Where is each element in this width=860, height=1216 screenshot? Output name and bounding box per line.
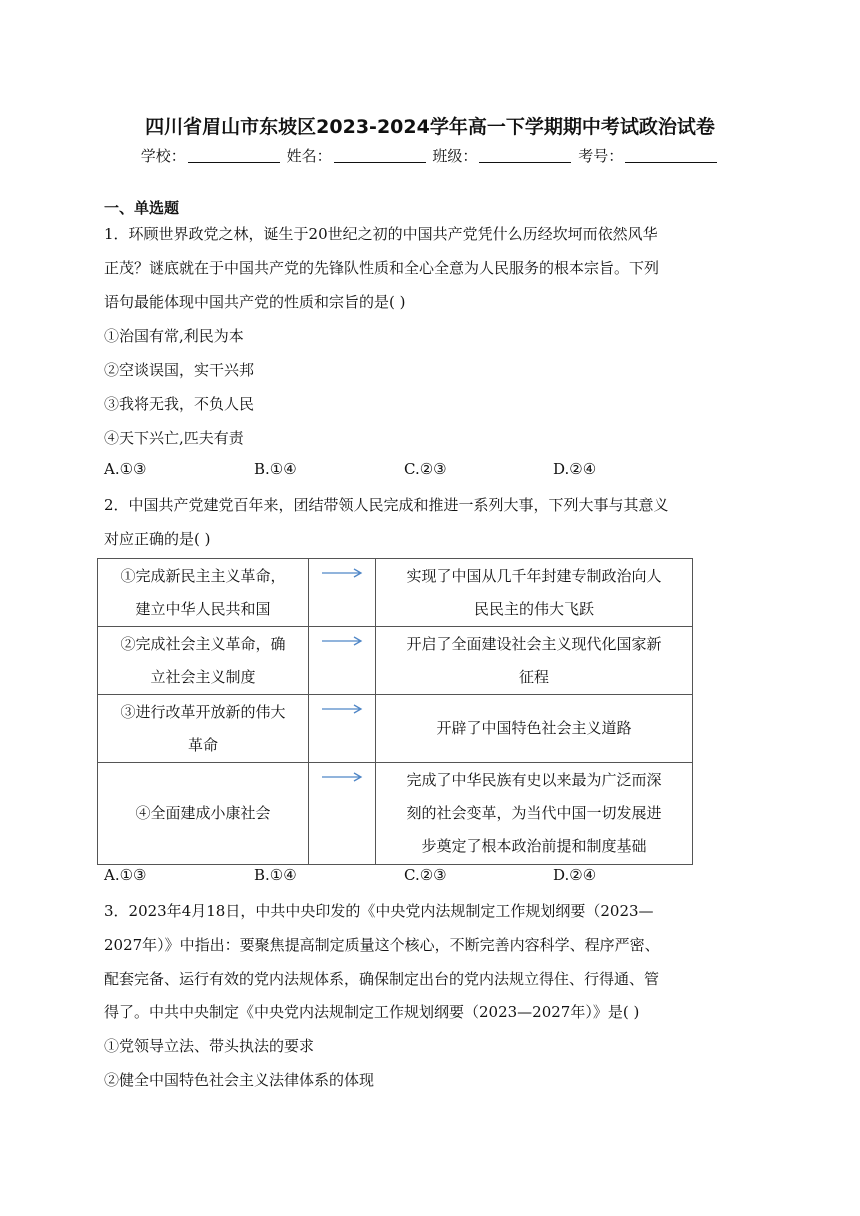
table-row <box>98 695 693 763</box>
student-info-line <box>0 145 860 166</box>
name-blank[interactable] <box>334 148 426 163</box>
class-label: 班级： <box>432 147 478 165</box>
q3-item: ①党领导立法、带头执法的要求 <box>104 1037 315 1055</box>
q1-choice-d[interactable]: D.②④ <box>553 460 597 478</box>
meaning-text: 征程 <box>518 667 549 686</box>
q2-choice-c[interactable]: C.②③ <box>404 866 447 884</box>
arrow-cell <box>309 763 376 865</box>
q3-stem-line: 配套完备、运行有效的党内法规体系，确保制定出台的党内法规立得住、行得通、管 <box>104 970 660 988</box>
arrow-cell <box>309 559 376 627</box>
events-table <box>97 558 693 865</box>
q2-stem-line: 对应正确的是( ) <box>104 530 211 548</box>
meaning-cell <box>376 627 693 695</box>
q1-choice-c[interactable]: C.②③ <box>404 460 447 478</box>
table-row <box>98 763 693 865</box>
event-text: 革命 <box>187 735 218 754</box>
arrow-cell <box>309 695 376 763</box>
right-arrow-icon <box>320 567 364 579</box>
event-text: ①完成新民主主义革命， <box>120 566 286 585</box>
q1-item: ④天下兴亡,匹夫有责 <box>104 429 244 447</box>
arrow-cell <box>309 627 376 695</box>
school-blank[interactable] <box>188 148 280 163</box>
meaning-text: 步奠定了根本政治前提和制度基础 <box>421 837 647 855</box>
meaning-text: 实现了中国从几千年封建专制政治向人 <box>406 566 662 585</box>
q1-choice-b[interactable]: B.①④ <box>254 460 297 478</box>
event-text: ③进行改革开放新的伟大 <box>120 702 286 721</box>
q1-item: ②空谈误国，实干兴邦 <box>104 361 255 379</box>
page-title: 四川省眉山市东坡区2023-2024学年高一下学期期中考试政治试卷 <box>145 116 715 138</box>
right-arrow-icon <box>320 771 364 783</box>
class-blank[interactable] <box>479 148 571 163</box>
right-arrow-icon <box>320 635 364 647</box>
table-row <box>98 559 693 627</box>
section-heading: 一、单选题 <box>104 199 180 217</box>
meaning-text: 开启了全面建设社会主义现代化国家新 <box>406 634 662 653</box>
q3-stem-line: 得了。中共中央制定《中央党内法规制定工作规划纲要（2023—2027年）》是( ) <box>104 1003 640 1021</box>
event-cell <box>98 763 309 865</box>
event-cell <box>98 627 309 695</box>
q3-item: ②健全中国特色社会主义法律体系的体现 <box>104 1071 375 1089</box>
event-cell <box>98 695 309 763</box>
meaning-text: 开辟了中国特色社会主义道路 <box>436 719 632 737</box>
meaning-cell <box>376 763 693 865</box>
meaning-text: 刻的社会变革，为当代中国一切发展进 <box>406 804 662 822</box>
event-text: ②完成社会主义革命，确 <box>120 634 286 653</box>
q2-choice-a[interactable]: A.①③ <box>104 866 147 884</box>
q1-item: ①治国有常,利民为本 <box>104 327 244 345</box>
q1-stem-line: 语句最能体现中国共产党的性质和宗旨的是( ) <box>104 293 406 311</box>
event-text: 立社会主义制度 <box>150 667 256 686</box>
event-cell <box>98 559 309 627</box>
q1-stem-line: 1．环顾世界政党之林，诞生于20世纪之初的中国共产党凭什么历经坎坷而依然风华 <box>104 225 658 243</box>
q3-stem-line: 3．2023年4月18日，中共中央印发的《中央党内法规制定工作规划纲要（2023— <box>104 902 654 920</box>
meaning-text: 民民主的伟大飞跃 <box>473 599 594 618</box>
q3-stem-line: 2027年）》中指出：要聚焦提高制定质量这个核心，不断完善内容科学、程序严密、 <box>104 936 660 954</box>
q2-choice-b[interactable]: B.①④ <box>254 866 297 884</box>
right-arrow-icon <box>320 703 364 715</box>
event-text: ④全面建成小康社会 <box>135 804 271 822</box>
school-label: 学校： <box>140 147 186 165</box>
q2-choice-d[interactable]: D.②④ <box>553 866 597 884</box>
q1-stem-line: 正茂？谜底就在于中国共产党的先锋队性质和全心全意为人民服务的根本宗旨。下列 <box>104 259 660 277</box>
exam-no-blank[interactable] <box>625 148 717 163</box>
exam-no-label: 考号： <box>578 147 624 165</box>
meaning-cell <box>376 695 693 763</box>
q1-choice-a[interactable]: A.①③ <box>104 460 147 478</box>
table-row <box>98 627 693 695</box>
event-text: 建立中华人民共和国 <box>135 599 271 618</box>
meaning-text: 完成了中华民族有史以来最为广泛而深 <box>406 771 662 789</box>
meaning-cell <box>376 559 693 627</box>
q1-item: ③我将无我，不负人民 <box>104 395 255 413</box>
q2-stem-line: 2．中国共产党建党百年来，团结带领人民完成和推进一系列大事，下列大事与其意义 <box>104 496 669 514</box>
name-label: 姓名： <box>286 147 332 165</box>
